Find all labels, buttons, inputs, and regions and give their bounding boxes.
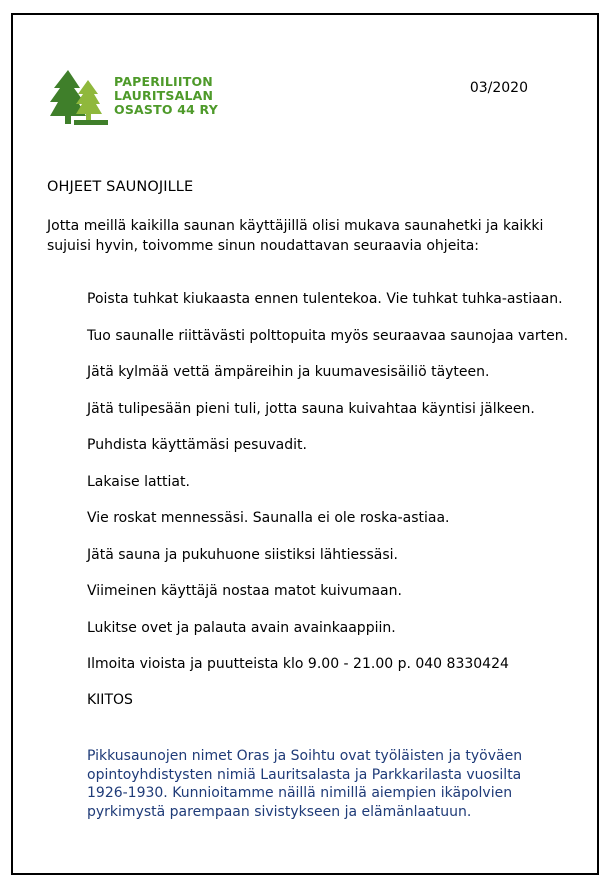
- logo-text: [114, 75, 218, 117]
- logo-line-2: LAURITSALAN: [114, 88, 214, 103]
- organization-logo: [50, 70, 220, 126]
- instruction-item: Lukitse ovet ja palauta avain avainkaappiin.: [87, 619, 396, 636]
- instruction-item: Vie roskat mennessäsi. Saunalla ei ole roska-astiaa.: [87, 510, 450, 526]
- instruction-item: Jätä tulipesään pieni tuli, jotta sauna kuivahtaa käyntisi jälkeen.: [87, 400, 535, 417]
- instruction-item: Puhdista käyttämäsi pesuvadit.: [87, 437, 307, 453]
- instruction-item: Jätä sauna ja pukuhuone siistiksi lähtiessäsi.: [87, 546, 398, 563]
- instruction-item: Jätä kylmää vettä ämpäreihin ja kuumavesisäiliö täyteen.: [87, 364, 490, 380]
- page-title: OHJEET SAUNOJILLE: [47, 179, 194, 195]
- intro-paragraph: Jotta meillä kaikilla saunan käyttäjillä olisi mukava saunahetki ja kaikki sujuisi hyvin, toivomme sinun noudattavan seuraavia ohjeita:: [47, 218, 544, 254]
- logo-line-3: OSASTO 44 RY: [114, 102, 218, 117]
- logo-line-1: PAPERILIITON: [114, 74, 213, 89]
- history-note: Pikkusaunojen nimet Oras ja Soihtu ovat työläisten ja työväen opintoyhdistysten nimiä Lauritsalasta ja Parkkarilasta vuosilta 1926-1930. Kunnioitamme näillä nimillä aiempien ikäpolvien pyrkimystä parempaan sivistykseen ja elämänlaatuun.: [87, 748, 523, 820]
- instruction-item: Poista tuhkat kiukaasta ennen tulentekoa. Vie tuhkat tuhka-astiaan.: [87, 291, 563, 307]
- document-date: 03/2020: [469, 80, 528, 96]
- instruction-list: [87, 290, 587, 692]
- tree-logo-icon: [50, 70, 108, 126]
- instruction-item: Viimeinen käyttäjä nostaa matot kuivumaan.: [87, 583, 402, 599]
- thanks-text: KIITOS: [87, 692, 133, 708]
- instruction-item: Tuo saunalle riittävästi polttopuita myös seuraavaa saunojaa varten.: [87, 327, 569, 344]
- instruction-item: Ilmoita vioista ja puutteista klo 9.00 - 21.00 p. 040 8330424: [87, 656, 509, 672]
- instruction-item: Lakaise lattiat.: [87, 473, 190, 490]
